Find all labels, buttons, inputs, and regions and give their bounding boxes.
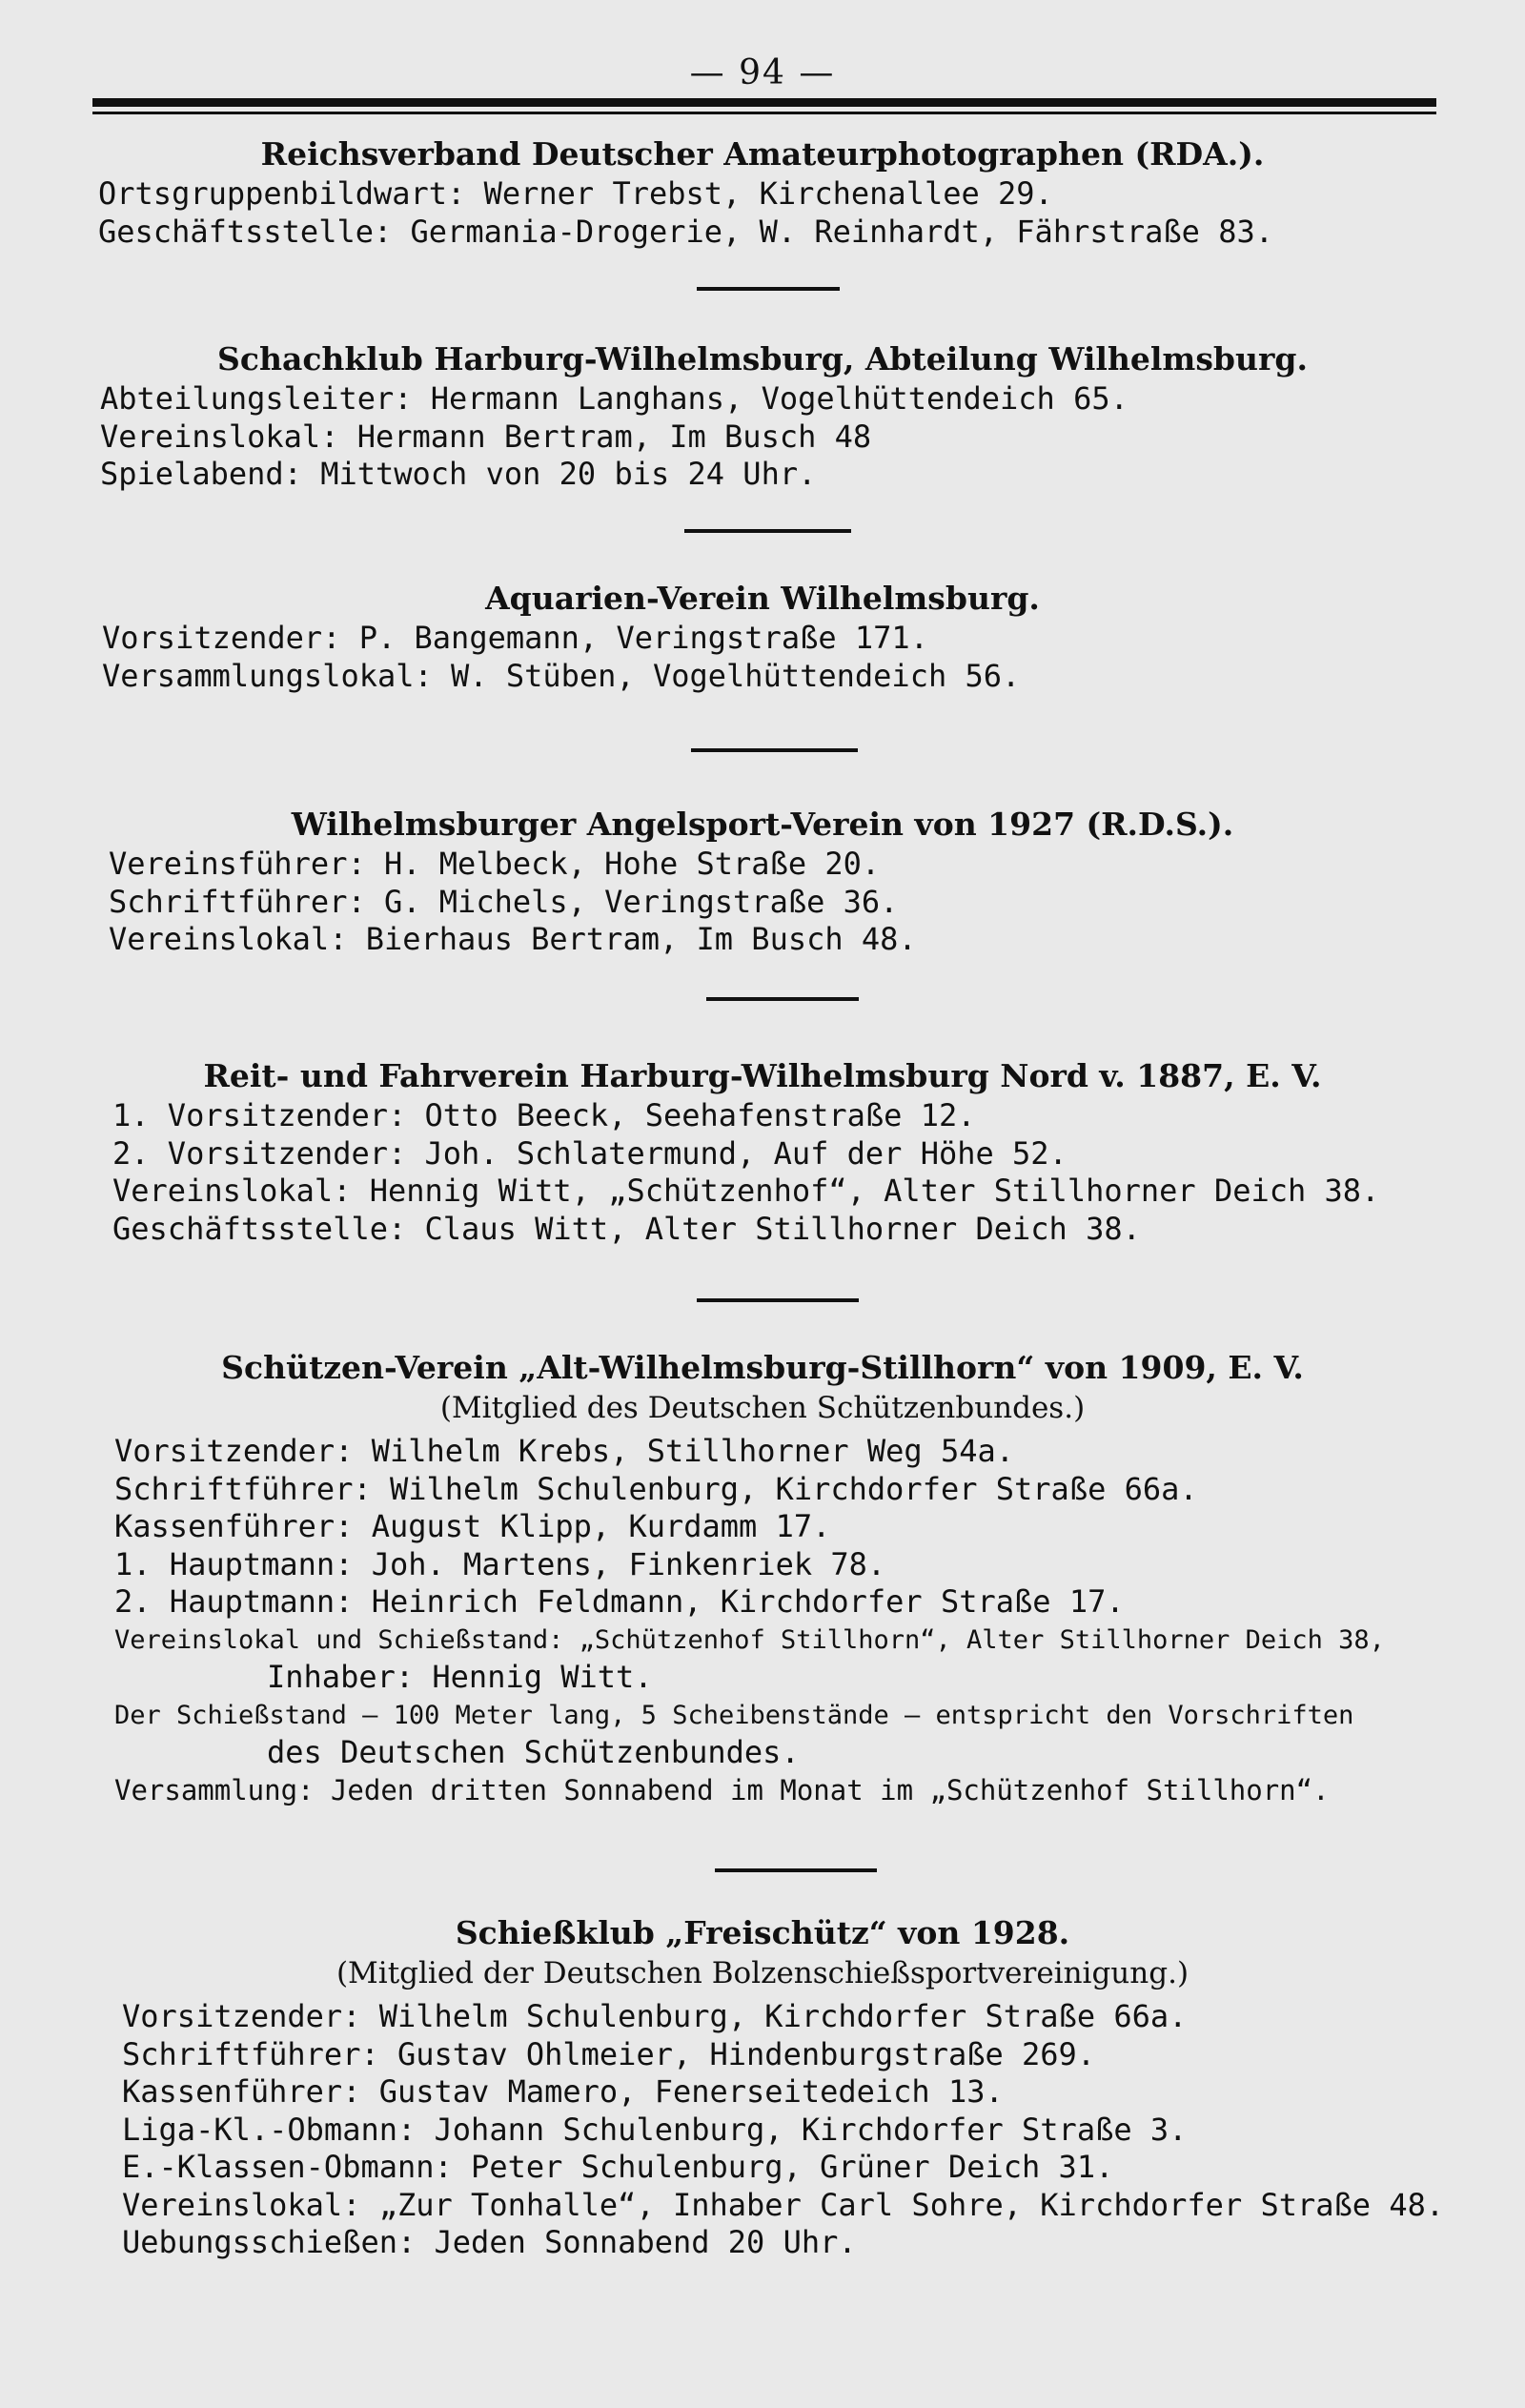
section-title: Reit- und Fahrverein Harburg-Wilhelmsburg Nord v. 1887, E. V. — [203, 1057, 1322, 1094]
section-rda — [0, 133, 1525, 251]
entry-line: Vereinslokal: Hennig Witt, „Schützenhof“, Alter Stillhorner Deich 38. — [112, 1173, 1380, 1209]
section-subtitle: (Mitglied des Deutschen Schützenbundes.) — [439, 1391, 1086, 1425]
entry-line: 2. Vorsitzender: Joh. Schlatermund, Auf der Höhe 52. — [112, 1134, 1068, 1172]
entry-line: Vorsitzender: Wilhelm Krebs, Stillhorner Weg 54a. — [114, 1433, 1015, 1469]
entry-line: Kassenführer: Gustav Mamero, Fenerseitedeich 13. — [122, 2073, 1004, 2110]
entry-line: Versammlungslokal: W. Stüben, Vogelhüttendeich 56. — [102, 657, 1021, 694]
entry-line: Der Schießstand — 100 Meter lang, 5 Scheibenstände — entspricht den Vorschriften — [114, 1700, 1354, 1730]
section-schachklub — [0, 338, 1525, 494]
section-title: Schützen-Verein „Alt-Wilhelmsburg-Stillhorn“ von 1909, E. V. — [221, 1349, 1304, 1386]
section-title: Wilhelmsburger Angelsport-Verein von 1927 (R.D.S.). — [291, 806, 1234, 843]
section-aquarien — [0, 578, 1525, 695]
entry-line: Vorsitzender: P. Bangemann, Veringstraße 171. — [102, 620, 928, 656]
entry-line: Vereinslokal: Bierhaus Bertram, Im Busch 48. — [109, 921, 917, 957]
section-divider — [697, 1298, 859, 1302]
entry-line: Kassenführer: August Klipp, Kurdamm 17. — [114, 1508, 831, 1544]
entry-line: E.-Klassen-Obmann: Peter Schulenburg, Grüner Deich 31. — [122, 2149, 1114, 2185]
section-schuetzenverein — [0, 1347, 1525, 1809]
section-angelsport — [0, 804, 1525, 959]
entry-line: 1. Hauptmann: Joh. Martens, Finkenriek 78. — [114, 1545, 886, 1582]
section-divider — [715, 1868, 877, 1872]
entry-line: Schriftführer: Wilhelm Schulenburg, Kirchdorfer Straße 66a. — [114, 1470, 1198, 1507]
entry-line: Vereinsführer: H. Melbeck, Hohe Straße 20. — [109, 846, 881, 882]
entry-line: Versammlung: Jeden dritten Sonnabend im Monat im „Schützenhof Stillhorn“. — [114, 1773, 1330, 1806]
entry-line: Ortsgruppenbildwart: Werner Trebst, Kirchenallee 29. — [98, 175, 1053, 212]
section-divider — [697, 287, 840, 291]
entry-line: Vereinslokal und Schießstand: „Schützenhof Stillhorn“, Alter Stillhorner Deich 38, — [114, 1624, 1385, 1655]
section-title: Aquarien-Verein Wilhelmsburg. — [485, 580, 1040, 617]
entry-line: Geschäftsstelle: Claus Witt, Alter Stillhorner Deich 38. — [112, 1210, 1141, 1247]
section-schiessklub — [0, 1912, 1525, 2262]
section-divider — [691, 748, 858, 752]
section-subtitle: (Mitglied der Deutschen Bolzenschießsportvereinigung.) — [336, 1956, 1190, 1990]
entry-line: Schriftführer: G. Michels, Veringstraße 36. — [109, 883, 899, 920]
entry-line: Geschäftsstelle: Germania-Drogerie, W. Reinhardt, Fährstraße 83. — [98, 213, 1273, 250]
entry-line: Inhaber: Hennig Witt. — [267, 1659, 653, 1695]
section-divider — [684, 529, 851, 533]
entry-line: Abteilungsleiter: Hermann Langhans, Vogelhüttendeich 65. — [100, 380, 1128, 417]
header-rule — [92, 98, 1436, 107]
entry-line: 2. Hauptmann: Heinrich Feldmann, Kirchdorfer Straße 17. — [114, 1583, 1125, 1620]
section-reitverein — [0, 1055, 1525, 1248]
entry-line: Vereinslokal: „Zur Tonhalle“, Inhaber Carl Sohre, Kirchdorfer Straße 48. — [122, 2186, 1445, 2223]
section-title: Reichsverband Deutscher Amateurphotographen (RDA.). — [260, 135, 1265, 173]
section-divider — [706, 997, 859, 1001]
section-title: Schießklub „Freischütz“ von 1928. — [455, 1914, 1070, 1951]
entry-line: Vorsitzender: Wilhelm Schulenburg, Kirchdorfer Straße 66a. — [122, 1998, 1188, 2034]
entry-line: Liga-Kl.-Obmann: Johann Schulenburg, Kirchdorfer Straße 3. — [122, 2111, 1188, 2148]
entry-line: Schriftführer: Gustav Ohlmeier, Hindenburgstraße 269. — [122, 2035, 1096, 2072]
entry-line: Spielabend: Mittwoch von 20 bis 24 Uhr. — [100, 456, 817, 492]
entry-line: Uebungsschießen: Jeden Sonnabend 20 Uhr. — [122, 2224, 857, 2260]
page-number: — 94 — — [689, 53, 836, 92]
entry-line: Vereinslokal: Hermann Bertram, Im Busch 48 — [100, 418, 872, 455]
entry-line: des Deutschen Schützenbundes. — [267, 1734, 800, 1770]
entry-line: 1. Vorsitzender: Otto Beeck, Seehafenstraße 12. — [112, 1097, 976, 1133]
section-title: Schachklub Harburg-Wilhelmsburg, Abteilung Wilhelmsburg. — [217, 340, 1308, 378]
